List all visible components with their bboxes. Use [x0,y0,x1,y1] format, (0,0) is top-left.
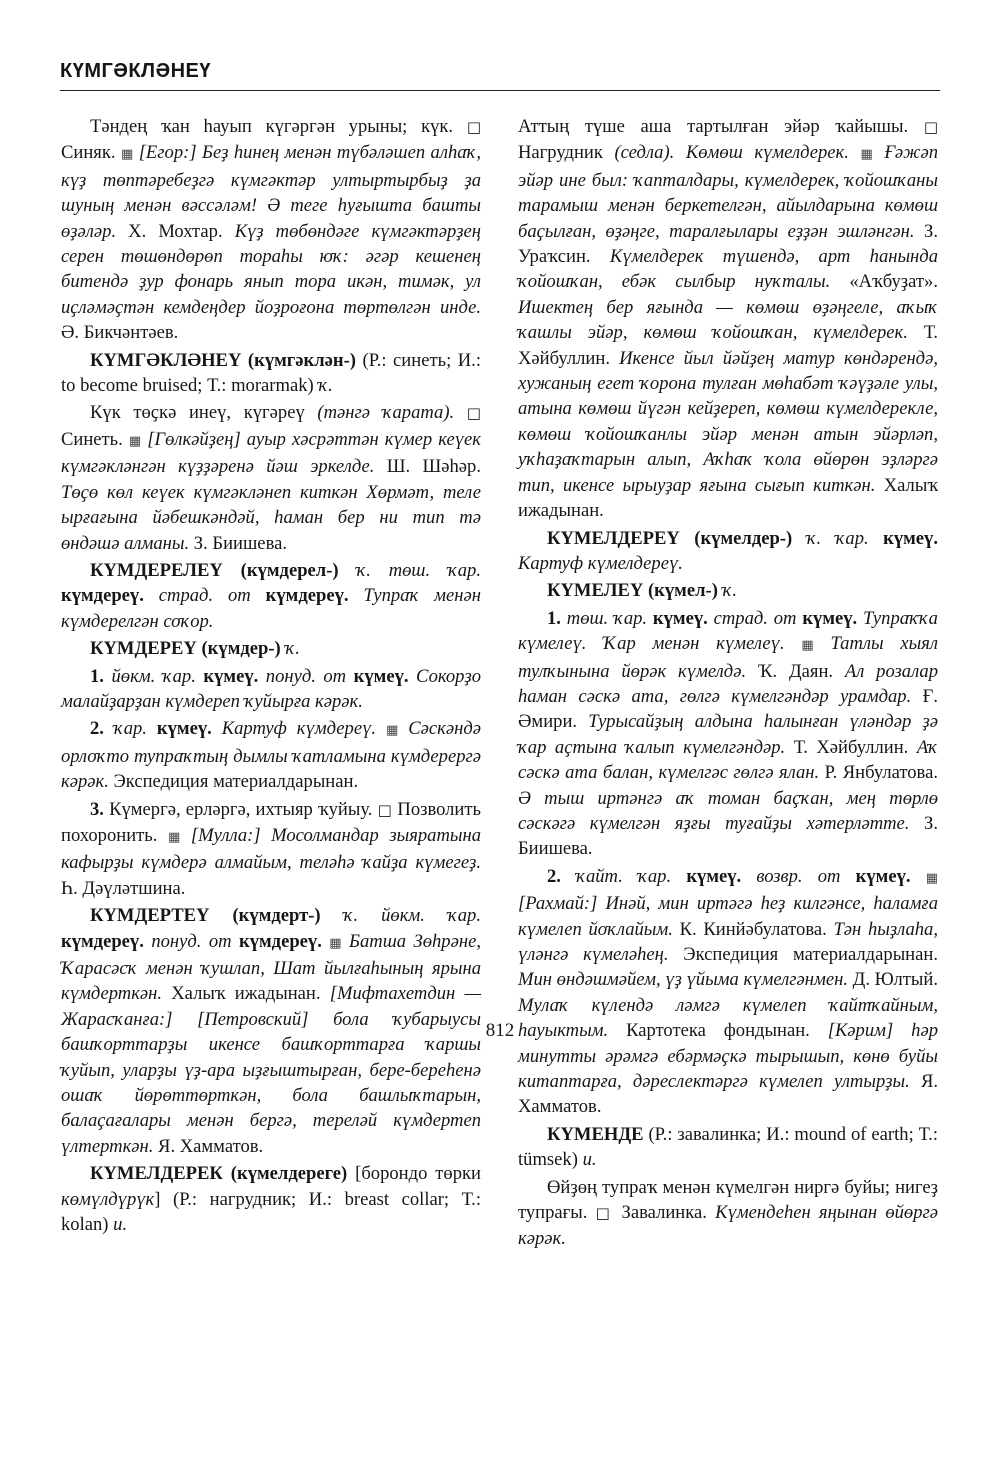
example-text: [Рахмай:] Инәй, мин иртәгә һеҙ килгәнсе, һаламға күмелеп йоҡлайым. [518,893,938,940]
entry-text [251,585,266,606]
entry-text: Халыҡ ижадынан. [518,474,938,522]
example-text: ҡайт. ҡар. [576,865,672,887]
example-text: көмүлдүрүк [61,1188,155,1210]
headword: КҮМЕЛДЕРЕҮ (күмелдер-) [547,527,793,549]
translation-marker-icon: □ [466,404,481,423]
headword: күмеү. [802,607,858,629]
headword: күмеү. [353,665,409,687]
example-text: Ә тыш иртәнгә аҡ томан баҫҡан, мең төрлө сәскәгә күмелгән яҙғы туғайҙы хәтерләтте. [518,787,938,834]
translation-marker-icon: □ [466,118,481,136]
entry-text: З. Биишева. [189,532,288,554]
entry-text: Т. Хәйбуллин. [518,322,938,369]
entry-text: «Аҡбуҙат». [830,271,938,293]
entry-text: [борондо төрки [347,1163,481,1185]
entry-text: Ш. Шәһәр. [374,456,481,478]
example-marker-icon: ▦ [386,723,399,739]
example-text: [Кәрим] һәр минутты әрәмгә ебәрмәҫкә тырышып, көнө буйы китаптарға, дәреслектәргә күмелеп ултырҙы. [518,1020,938,1093]
entry-text: Тәндең ҡан һауып күгәргән урыны; күк. [90,116,467,137]
entry-text: Р. Янбулатова. [819,762,938,784]
example-text: ҡ. ҡар. [806,527,869,549]
headword: 2. [90,718,104,740]
entry-text [840,866,855,887]
example-text: Күҙ төбөндәге күмгәктәрҙең серен төшөндөрөп тораһы юҡ: әгәр кешенең битендә ҙур фонарь янып тора икән, тимәк, ул иҫләмәҫтән кемдеңдер йоҙроғона төртөлгән инде. [61,220,481,318]
entry-paragraph [518,1175,938,1252]
entry-text: ] (Р.: нагрудник; И.: breast collar; Т.: kolan) [61,1188,481,1236]
entry-paragraph [61,716,481,794]
entry-paragraph [61,558,481,634]
entry-text: Д. Юлтый. [847,969,939,991]
example-text: (седла). [614,142,675,164]
headword: күмдереү. [265,585,349,607]
header-rule [60,90,940,91]
entry-text: Ә. Бикчәнтәев. [61,322,179,344]
example-text: понуд. от [265,665,347,687]
example-text: Икенсе йыл йәйҙең матур көндәрендә, хужаның егет ҡорона тулған мөһабәт ҡәүҙәле улы, атына көмөш йүгән кейҙереп, көмөш күмелдерекле, көмөш ҡойошҡанлы эйәр менән атын эйәрләп, уҡһаҙаҡтарын алып, Аҡһаҡ ҡола өйөрөн эҙләргә тип, икенсе ырыуҙар яғына сығып киткән. [518,347,938,496]
entry-paragraph [518,606,938,862]
example-marker-icon: ▦ [168,829,181,845]
entry-text [849,142,861,163]
entry-text: Позволить похоронить. [61,798,481,846]
entry-text: К. Кинйәбулатова. [672,918,834,940]
example-text: Турысайҙың алдына һалынған үләндәр ҙә ҡар аҫтына ҡалып күмелгәндәр. [518,711,938,758]
entry-text [180,825,191,846]
entry-text: Картотека фондынан. [608,1020,828,1042]
entry-text [561,866,576,887]
translation-marker-icon: □ [377,800,393,819]
entry-text [321,905,344,926]
entry-text: Экспедиция материалдарынан. [668,944,938,965]
example-text: Аҡ сәскә ата балан, күмелгәс гөлгә ялан. [518,736,938,784]
example-text: ҡар. [113,718,147,740]
entry-text [144,585,159,606]
entry-paragraph [61,114,481,346]
example-text: Ал розалар һаман сәскә ата, гөлгә күмелгәндәр урамдар. [518,660,938,707]
example-text: и. [113,1214,128,1236]
entry-text [785,633,802,654]
example-text: Картуф күмдереү. [221,718,377,740]
entry-text: Халыҡ ижадынан. [162,983,330,1005]
entry-text [104,718,114,739]
example-text: ҡ. йөкм. ҡар. [343,905,481,927]
entry-text [671,866,686,887]
headword: күмеү. [203,665,259,687]
entry-paragraph [61,636,481,661]
translation-marker-icon: □ [595,1204,614,1223]
example-text: Тән һыҙлаһа, үләнгә күмеләһең. [518,918,938,965]
headword: КҮМГӘКЛӘНЕҮ (күмгәклән-) [90,349,356,371]
example-marker-icon: ▦ [329,935,342,951]
entry-text: З. Биишева. [518,812,938,860]
entry-text [873,142,885,163]
entry-text [376,718,386,739]
headword: күмдереү. [238,930,322,952]
left-column [61,114,481,1239]
entry-paragraph [61,1161,481,1237]
example-marker-icon: ▦ [120,147,134,163]
entry-paragraph [61,400,481,555]
headword: КҮМЕНДЕ [547,1123,644,1145]
headword: КҮМДЕРЕЛЕҮ (күмдерел-) [90,559,339,581]
example-text: ҡ. [722,580,738,602]
entry-paragraph [61,664,481,715]
example-text: Күмелдерек түшендә, арт һанында ҡойошҡан, ебәк сылбыр нуҡталы. [518,246,938,293]
entry-text: (Р.: синеть; И.: to become bruised; Т.: morarmak) [61,349,481,397]
entry-text [674,142,686,163]
entry-text: Һ. Дәүләтшина. [61,877,186,899]
entry-text: Синеть. [61,428,129,450]
example-text: Тупраҡҡа күмелеү. Ҡар менән күмелеү. [518,607,938,655]
example-text: Сокорҙо малайҙарҙан күмдереп ҡуйырға кәрәк. [61,665,482,712]
entry-text [911,866,926,887]
example-text: Татлы хыял тулҡынына йөрәк күмелдә. [518,633,939,682]
example-text: Ишектең бер яғында — көмөш өҙәңгеле, аҡыҡ ҡашлы эйәр, көмөш ҡойошҡан, күмелдерек. [518,296,938,344]
entry-text: Т. Хәйбуллин. [785,736,917,758]
example-text: Сәскәндә орлоҡто тупраҡтың дымлы ҡатламына күмдерергә кәрәк. [61,718,482,793]
headword: күмдереү. [61,930,144,952]
example-text: Күмендеһен яңынан өйөргә кәрәк. [518,1202,939,1250]
entry-text: Синяк. [61,142,121,164]
example-text: и. [582,1149,597,1171]
entry-paragraph [518,114,938,524]
example-text: Көмөш күмелдерек. [685,142,849,164]
entry-text: Я. Хамматов. [518,1071,938,1118]
example-text: ҡ. төш. ҡар. [356,559,481,581]
headword: КҮМЕЛДЕРЕК (күмелдереге) [90,1163,348,1185]
example-text: Төҫө көл кеүек күмгәкләнеп киткән Хөрмәт, теле ырғағына йәбешкәндәй, һаман бер ни тип тә өндәшә алманы. [61,481,481,554]
headword: КҮМДЕРТЕҮ (күмдерт-) [90,905,321,927]
entry-text [409,666,417,687]
entry-paragraph [518,1122,938,1173]
example-marker-icon: ▦ [925,870,939,886]
running-header: КҮМГӘКЛӘНЕҮ [60,60,212,82]
entry-text [339,560,357,581]
entry-text: З. Ураҡсин. [518,220,938,268]
entry-paragraph [518,526,938,577]
headword: 1. [90,665,104,687]
entry-text: Экспедиция материалдарынан. [108,771,359,793]
entry-text: Ҡ. Даян. [746,660,845,682]
example-text: понуд. от [151,930,232,952]
entry-text [741,866,756,887]
example-text: Мулаҡ күлендә ләмгә күмелеп ҡайтҡайным, һауыктым. [518,994,938,1042]
entry-paragraph [61,797,481,902]
entry-text [346,666,354,687]
example-text: страд. от [713,607,797,629]
entry-text [869,528,883,549]
example-text: Мин өндәшмәйем, үҙ үйыма күмелгәнмен. [518,969,848,991]
entry-text: Нагрудник [518,142,615,164]
entry-text: (Р.: завалинка; И.: mound of earth; Т.: tümsek) [518,1123,938,1171]
example-text: (тәнгә ҡарата). [317,402,455,424]
example-text: Ғәжәп эйәр ине был: ҡапталдары, күмелдерек, ҡойошҡаны тарамыш менән беркетелгән, айылдарына көмөш баҫылған, өҙәңге, таралғылары еҙҙән эшләнгән. [518,142,938,242]
entry-text [454,402,467,423]
entry-text [398,718,408,739]
example-text: Картуф күмелдереү. [518,552,683,574]
example-text: возвр. от [756,865,841,887]
entry-text [232,931,239,952]
entry-text: Аттың түше аша тартылған эйәр ҡайышы. [518,116,924,137]
headword: 3. [90,798,104,820]
entry-text: Завалинка. [613,1202,716,1224]
example-marker-icon: ▦ [801,638,814,654]
entry-text [342,931,349,952]
entry-text: Өйҙөң тупраҡ менән күмелгән ниргә буйы; нигеҙ тупрағы. [518,1176,938,1224]
entry-text: Күк төҫкә инеү, күгәреү [90,402,318,424]
example-marker-icon: ▦ [860,147,873,163]
example-text: [Мифтахетдин — Жарасҡанға:] [Петровский] бола ҡубарыусы башҡорттарҙы икенсе башҡорттарға ҡаршы ҡуйып, уларҙы үҙ-ара ыҙғыштырған, бере-береһенә ошаҡ йөрөттөрткән, бола башлыҡтарын, балаҫағалары менән бергә, тереләй күмдертеп үлтерткән. [61,983,481,1157]
entry-text [792,528,806,549]
example-text: Батша Зөһрәне, Ҡарасәсҡ менән ҡушлап, Шат йылғаһының ярына күмдерткән. [61,930,481,1005]
right-column [518,114,938,1254]
entry-text: Я. Хамматов. [153,1135,264,1157]
example-text: [Егор:] Беҙ һинең менән түбәләшеп алһаҡ, күҙ төптәребеҙгә күмгәктәр ултыртырбыҙ ҙа шуның менән вәссәләм! Ә теге һуғышта башты өҙәләр. [61,142,482,242]
entry-text: Күмергә, ерләргә, ихтыяр ҡуйыу. [103,798,378,820]
example-text: [Гөлкәйҙең] ауыр хәсрәттән күмер кеүек күмгәкләнгән күҙҙәренә йәш эркелде. [61,428,481,478]
translation-marker-icon: □ [923,118,938,136]
entry-paragraph [61,348,481,399]
headword: күмеү. [156,718,212,740]
entry-text [349,585,364,606]
entry-paragraph [518,578,938,603]
entry-text [814,633,831,654]
entry-text [212,718,222,739]
page-number: 812 [485,1020,515,1041]
example-text: [Мулла:] Мосолмандар зыяратына кафырҙы күмдерә алмайым, теләһә ҡайҙа күмегеҙ. [61,824,481,874]
headword: күмеү. [686,865,742,887]
example-marker-icon: ▦ [128,433,142,449]
example-text: Тупраҡ менән күмдерелгән соҡор. [61,585,481,632]
example-text: төш. ҡар. [566,607,648,629]
headword: КҮМЕЛЕҮ (күмел-) [547,580,718,602]
entry-paragraph [518,864,938,1120]
example-text: йөкм. ҡар. [111,665,196,687]
entry-text: Ғ. Әмири. [518,685,938,733]
headword: күмеү. [883,527,938,549]
headword: күмдереү. [61,585,144,607]
headword: күмеү. [652,607,708,629]
headword: күмеү. [855,865,911,887]
example-text: страд. от [158,585,251,607]
headword: 2. [547,865,561,887]
entry-text: Х. Мохтар. [116,220,235,242]
entry-text [147,718,157,739]
example-text: ҡ. [318,375,333,397]
headword: КҮМДЕРЕҮ (күмдер-) [90,638,281,660]
example-text: ҡ. [285,638,300,660]
headword: 1. [547,607,561,629]
entry-text [258,666,266,687]
